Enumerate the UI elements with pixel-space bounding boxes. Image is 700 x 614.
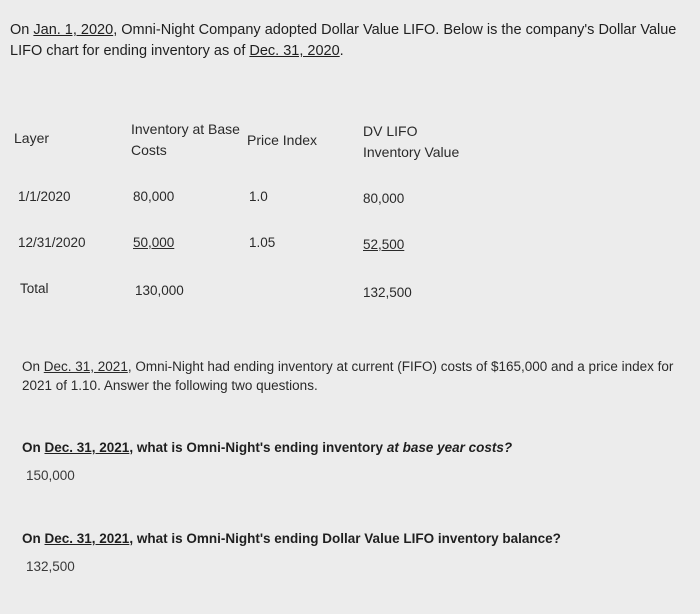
cell-base: 130,000 [135,283,184,298]
paragraph-text-part: On [22,359,44,374]
scenario-paragraph [22,357,682,395]
question-text-part: , what is Omni-Night's ending Dollar Value LIFO inventory balance? [129,531,561,546]
cell-index: 1.05 [249,235,276,250]
question-emphasis: at base year costs? [386,440,513,455]
header-price-index: Price Index [247,132,318,148]
cell-layer: 12/31/2020 [18,235,86,250]
header-dv-lifo [363,121,459,163]
answer-2: 132,500 [26,559,75,574]
intro-text-part: On [10,22,34,38]
cell-layer: 1/1/2020 [18,189,71,204]
paragraph-date-link: Dec. 31, 2021 [43,359,128,374]
header-base-line2: Costs [131,142,167,158]
question-text-part: On [22,440,45,455]
question-text-part: On [22,531,45,546]
header-base-line1: Inventory at Base [131,121,240,137]
question-text-part: , what is Omni-Night's ending inventory [129,440,387,455]
paragraph-text-part: , Omni-Night had ending inventory at current (FIFO) costs of $165,000 and a price index for 2021 of 1.10. Answer the following two questions. [22,359,674,393]
header-layer: Layer [14,130,50,146]
cell-index: 1.0 [249,189,268,204]
intro-text [10,20,690,62]
header-dv-line2: Inventory Value [363,144,460,160]
header-dv-line1: DV LIFO [363,123,418,139]
header-base-costs [131,119,240,161]
cell-dv: 52,500 [363,237,405,252]
cell-base: 80,000 [133,189,175,204]
question-2 [22,531,561,546]
answer-1: 150,000 [26,468,75,483]
question-date-link: Dec. 31, 2021 [44,531,130,546]
intro-date-link: Dec. 31, 2020 [249,43,340,59]
question-date-link: Dec. 31, 2021 [44,440,130,455]
intro-text-part: , Omni-Night Company adopted Dollar Value LIFO. Below is the company's Dollar Value LIFO chart for ending inventory as of [10,22,677,59]
cell-base: 50,000 [133,235,175,250]
cell-dv: 132,500 [363,285,412,300]
cell-dv: 80,000 [363,191,405,206]
intro-date-link: Jan. 1, 2020 [33,22,114,38]
intro-text-part: . [339,43,344,59]
question-1 [22,440,512,455]
cell-layer: Total [20,281,49,296]
